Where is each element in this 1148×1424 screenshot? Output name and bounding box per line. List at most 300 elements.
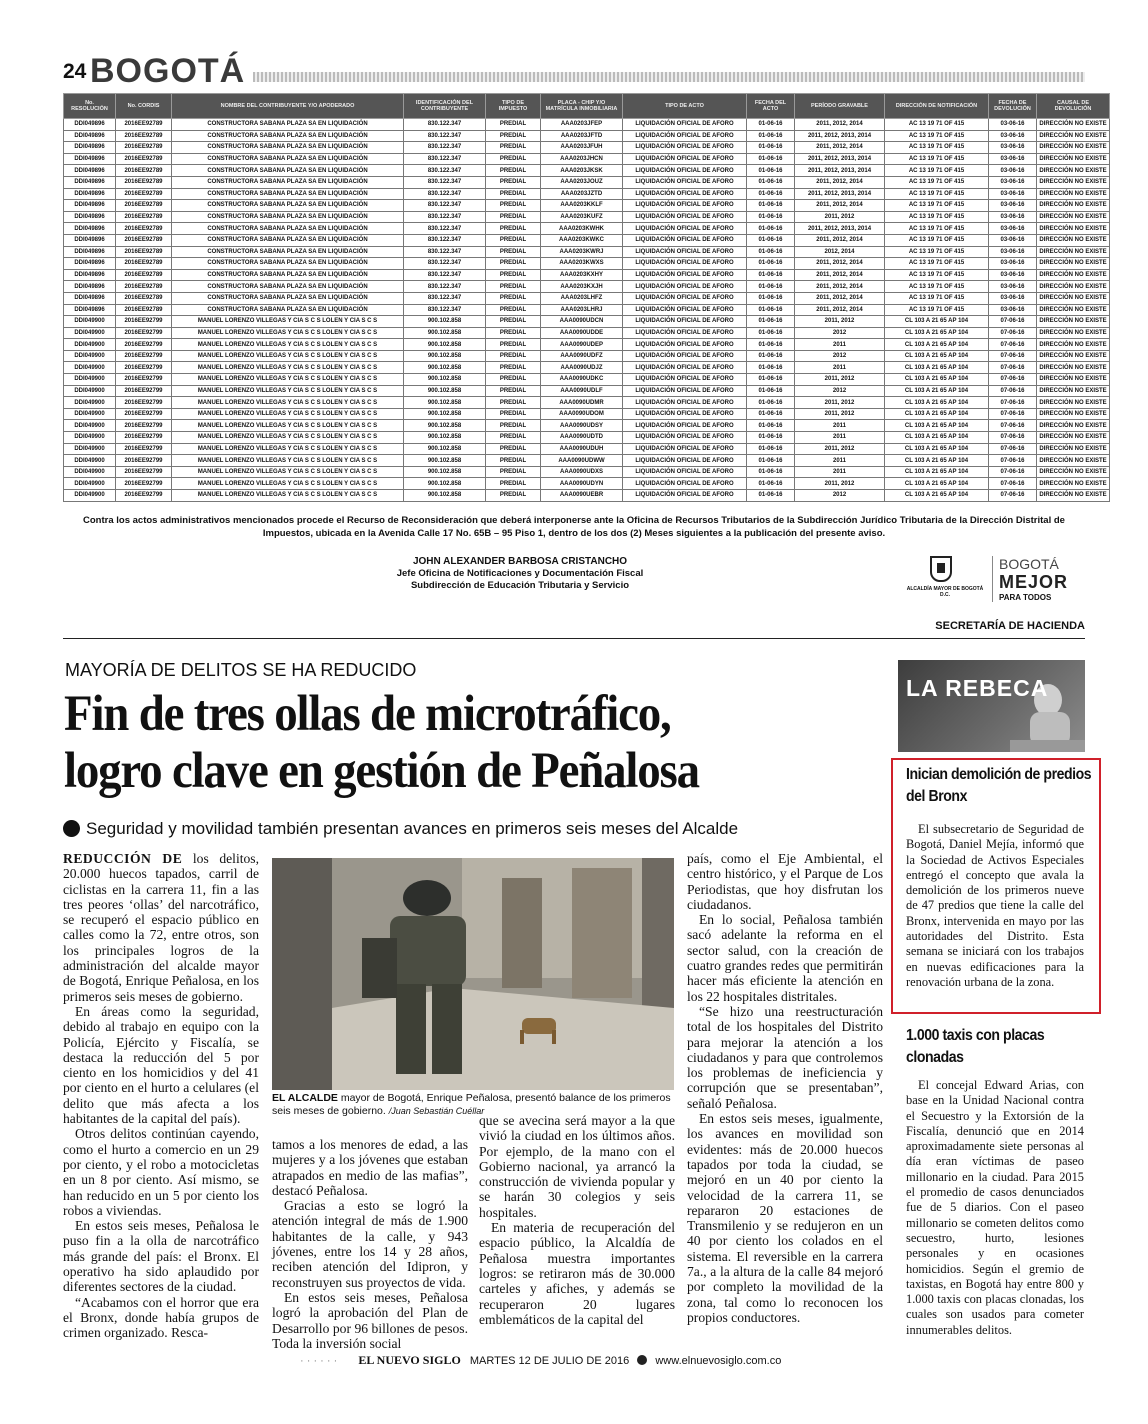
table-cell: LIQUIDACIÓN OFICIAL DE AFORO [623,200,747,212]
coat-of-arms-icon [930,556,952,582]
table-cell: DIRECCIÓN NO EXISTE [1037,223,1110,235]
paragraph: Otros delitos continúan cayendo, como el hurto a comercio en un 29 por ciento, y el robo a motocicletas en un 8 por ciento. Así mismo, se han reducido en un 5 por ciento los robos a viviendas. [63,1126,259,1218]
table-cell: CONSTRUCTORA SABANA PLAZA SA EN LIQUIDACIÓN [172,153,404,165]
table-cell: CONSTRUCTORA SABANA PLAZA SA EN LIQUIDACIÓN [172,292,404,304]
table-cell: MANUEL LORENZO VILLEGAS Y CIA S C S LOLEN Y CIA S C S [172,466,404,478]
table-cell: MANUEL LORENZO VILLEGAS Y CIA S C S LOLEN Y CIA S C S [172,432,404,444]
table-cell: 2011 [795,455,885,467]
table-cell: 01-06-16 [747,408,795,420]
table-cell: DIRECCIÓN NO EXISTE [1037,292,1110,304]
table-cell: 2011, 2012 [795,211,885,223]
alcaldia-logos [905,556,1085,616]
table-cell: DDI049896 [64,223,116,235]
table-cell: 01-06-16 [747,443,795,455]
table-cell: 03-06-16 [989,153,1037,165]
table-cell: DDI049896 [64,211,116,223]
table-cell: PREDIAL [486,397,541,409]
table-row [64,385,1110,397]
sidebar-story-1-body: El subsecretario de Seguridad de Bogotá, Daniel Mejía, informó que la Sociedad de Activos Especiales entregó el concepto que avala la demolición de los primeros nueve de 47 predios que tiene la calle del Bronx, intervenida en mayo por las autoridades del Distrito. Esta semana se iniciará con los trabajos en nuevas edificaciones para la renovación urbana de la zona. [906,822,1084,989]
table-cell: LIQUIDACIÓN OFICIAL DE AFORO [623,455,747,467]
table-cell: 2011, 2012, 2014 [795,200,885,212]
table-cell: 830.122.347 [404,304,486,316]
table-cell: LIQUIDACIÓN OFICIAL DE AFORO [623,119,747,131]
table-cell: DDI049900 [64,420,116,432]
column-header: NOMBRE DEL CONTRIBUYENTE Y/O APODERADO [172,94,404,119]
table-cell: 01-06-16 [747,420,795,432]
table-cell: 03-06-16 [989,292,1037,304]
table-cell: LIQUIDACIÓN OFICIAL DE AFORO [623,246,747,258]
table-cell: CL 103 A 21 65 AP 104 [885,385,989,397]
table-cell: AC 13 19 71 OF 415 [885,246,989,258]
table-cell: DDI049900 [64,316,116,328]
table-cell: 07-06-16 [989,466,1037,478]
table-cell: PREDIAL [486,408,541,420]
table-cell: 830.122.347 [404,119,486,131]
table-cell: CONSTRUCTORA SABANA PLAZA SA EN LIQUIDACIÓN [172,119,404,131]
table-cell: 01-06-16 [747,455,795,467]
table-cell: 01-06-16 [747,397,795,409]
table-cell: AAA0203KKLF [541,200,623,212]
table-cell: 03-06-16 [989,130,1037,142]
notification-table [63,93,1110,502]
table-cell: DDI049900 [64,432,116,444]
table-cell: CONSTRUCTORA SABANA PLAZA SA EN LIQUIDACIÓN [172,223,404,235]
table-cell: 2016EE92799 [116,374,172,386]
table-cell: AC 13 19 71 OF 415 [885,223,989,235]
paragraph: En materia de recuperación del espacio público, la Alcaldía de Peñalosa muestra importantes logros: se retiraron más de 30.000 carteles y afiches, y además se recuperaron 20 lugares emblemáticos de la capital del [479,1220,675,1327]
table-cell: CL 103 A 21 65 AP 104 [885,455,989,467]
table-cell: AC 13 19 71 OF 415 [885,153,989,165]
table-cell: 01-06-16 [747,327,795,339]
table-cell: 03-06-16 [989,246,1037,258]
table-cell: DIRECCIÓN NO EXISTE [1037,466,1110,478]
table-cell: 2016EE92789 [116,211,172,223]
table-cell: 830.122.347 [404,292,486,304]
table-cell: DIRECCIÓN NO EXISTE [1037,316,1110,328]
table-row [64,200,1110,212]
section-title: BOGOTÁ [90,52,246,90]
table-cell: 07-06-16 [989,385,1037,397]
table-cell: DDI049896 [64,165,116,177]
table-cell: PREDIAL [486,269,541,281]
table-cell: AAA0203KWRJ [541,246,623,258]
table-cell: MANUEL LORENZO VILLEGAS Y CIA S C S LOLEN Y CIA S C S [172,443,404,455]
table-cell: 830.122.347 [404,258,486,270]
table-cell: PREDIAL [486,327,541,339]
table-cell: DDI049896 [64,234,116,246]
caption-lead: EL ALCALDE [272,1092,338,1104]
table-cell: LIQUIDACIÓN OFICIAL DE AFORO [623,269,747,281]
table-cell: PREDIAL [486,339,541,351]
table-cell: AC 13 19 71 OF 415 [885,130,989,142]
footer-date: MARTES 12 DE JULIO DE 2016 [469,1355,630,1367]
table-cell: DIRECCIÓN NO EXISTE [1037,211,1110,223]
table-cell: LIQUIDACIÓN OFICIAL DE AFORO [623,142,747,154]
table-cell: AC 13 19 71 OF 415 [885,258,989,270]
table-cell: PREDIAL [486,234,541,246]
table-cell: PREDIAL [486,165,541,177]
table-cell: 03-06-16 [989,188,1037,200]
table-cell: 01-06-16 [747,176,795,188]
table-cell: 01-06-16 [747,211,795,223]
table-cell: CONSTRUCTORA SABANA PLAZA SA EN LIQUIDACIÓN [172,211,404,223]
table-cell: AC 13 19 71 OF 415 [885,304,989,316]
table-cell: LIQUIDACIÓN OFICIAL DE AFORO [623,281,747,293]
paragraph: En estos seis meses, Peñalosa le puso fin a la olla de narcotráfico más grande del país: el Bronx. El operativo ha sido aplaudido por diferentes sectores de la ciudad. [63,1218,259,1295]
table-cell: 2011, 2012 [795,397,885,409]
table-cell: 2016EE92789 [116,269,172,281]
table-row [64,269,1110,281]
table-cell: AAA0203JHCN [541,153,623,165]
table-cell: DIRECCIÓN NO EXISTE [1037,339,1110,351]
table-cell: CONSTRUCTORA SABANA PLAZA SA EN LIQUIDACIÓN [172,234,404,246]
table-cell: 2016EE92799 [116,316,172,328]
la-rebeca-banner [898,660,1085,752]
table-cell: 900.102.858 [404,408,486,420]
table-cell: LIQUIDACIÓN OFICIAL DE AFORO [623,176,747,188]
table-cell: CONSTRUCTORA SABANA PLAZA SA EN LIQUIDACIÓN [172,176,404,188]
table-cell: CONSTRUCTORA SABANA PLAZA SA EN LIQUIDACIÓN [172,200,404,212]
table-cell: DDI049896 [64,153,116,165]
paragraph: En estos seis meses, igualmente, los avances en movilidad son evidentes: más de 20.000 huecos tapados por toda la ciudad, se mejoró en un 40 por ciento la velocidad de la carrera 11, se repararon 20 estaciones de Transmilenio y se redujeron en un 40 por ciento los colados en el sistema. El reversible en la carrera 7a., a la altura de la calle 84 mejoró por completo la movilidad de la zona, tal como lo reconocen los propios conductores. [687,1111,883,1325]
table-cell: DDI049900 [64,455,116,467]
table-cell: AAA0203JFEP [541,119,623,131]
table-cell: 2011 [795,362,885,374]
paragraph: Gracias a esto se logró la atención integral de más de 1.900 habitantes de la calle, y 943 jóvenes, entre los 14 y 28 años, reciben atención del Idipron, y reconstruyen sus proyectos de vida. [272,1198,468,1290]
headline-line-1: Fin de tres ollas de microtráfico, [64,686,671,742]
table-cell: PREDIAL [486,466,541,478]
table-cell: 830.122.347 [404,200,486,212]
table-cell: AAA0090UDLF [541,385,623,397]
table-cell: 2016EE92799 [116,408,172,420]
table-row [64,466,1110,478]
table-row [64,432,1110,444]
table-cell: DDI049900 [64,362,116,374]
table-cell: 01-06-16 [747,153,795,165]
table-cell: PREDIAL [486,130,541,142]
table-cell: DIRECCIÓN NO EXISTE [1037,455,1110,467]
table-cell: LIQUIDACIÓN OFICIAL DE AFORO [623,362,747,374]
article-kicker: MAYORÍA DE DELITOS SE HA REDUCIDO [65,660,417,680]
table-cell: DIRECCIÓN NO EXISTE [1037,119,1110,131]
table-cell: 07-06-16 [989,420,1037,432]
table-cell: AAA0090UDEP [541,339,623,351]
article-column-1 [63,851,259,1341]
table-row [64,142,1110,154]
table-cell: 03-06-16 [989,304,1037,316]
table-cell: 2011 [795,420,885,432]
table-cell: 900.102.858 [404,490,486,502]
table-cell: 900.102.858 [404,316,486,328]
column-header: No. RESOLUCIÓN [64,94,116,119]
table-cell: LIQUIDACIÓN OFICIAL DE AFORO [623,478,747,490]
table-cell: 01-06-16 [747,490,795,502]
table-cell: PREDIAL [486,490,541,502]
table-cell: 01-06-16 [747,339,795,351]
table-cell: 07-06-16 [989,455,1037,467]
table-cell: DIRECCIÓN NO EXISTE [1037,200,1110,212]
table-cell: DIRECCIÓN NO EXISTE [1037,443,1110,455]
table-cell: LIQUIDACIÓN OFICIAL DE AFORO [623,339,747,351]
table-cell: CL 103 A 21 65 AP 104 [885,432,989,444]
table-cell: AAA0090UDXS [541,466,623,478]
table-cell: PREDIAL [486,385,541,397]
table-cell: 2016EE92789 [116,292,172,304]
table-row [64,350,1110,362]
table-cell: AAA0090UDFZ [541,350,623,362]
table-row [64,176,1110,188]
table-cell: 2012, 2014 [795,246,885,258]
table-cell: 07-06-16 [989,443,1037,455]
table-cell: 03-06-16 [989,200,1037,212]
column-header: DIRECCIÓN DE NOTIFICACIÓN [885,94,989,119]
table-cell: 2011, 2012, 2014 [795,292,885,304]
table-cell: PREDIAL [486,246,541,258]
paragraph: En estos seis meses, Peñalosa logró la aprobación del Plan de Desarrollo por 96 billones de pesos. Toda la inversión social [272,1289,468,1351]
table-cell: CONSTRUCTORA SABANA PLAZA SA EN LIQUIDACIÓN [172,269,404,281]
legal-notice: Contra los actos administrativos mencionados procede el Recurso de Reconsideración que deberá interponerse ante la Oficina de Recursos Tributarios de la Subdirección Jurídico Tributaria de la Dirección Distrital de Impuestos, ubicada en la Avenida Calle 17 No. 65B – 95 Piso 1, dentro de los dos (2) Meses siguientes a la publicación del presente aviso. [83,515,1065,539]
column-header: PLACA - CHIP Y/O MATRÍCULA INMOBILIARIA [541,94,623,119]
article-photo [272,858,674,1090]
table-cell: 830.122.347 [404,153,486,165]
table-cell: AC 13 19 71 OF 415 [885,200,989,212]
column-header: FECHA DE DEVOLUCIÓN [989,94,1037,119]
table-cell: MANUEL LORENZO VILLEGAS Y CIA S C S LOLEN Y CIA S C S [172,490,404,502]
table-cell: AC 13 19 71 OF 415 [885,281,989,293]
table-cell: 03-06-16 [989,281,1037,293]
table-cell: DDI049896 [64,142,116,154]
table-cell: 2011, 2012, 2013, 2014 [795,223,885,235]
table-cell: 900.102.858 [404,374,486,386]
table-cell: 01-06-16 [747,316,795,328]
footer-bullet-icon [637,1355,647,1365]
table-cell: 01-06-16 [747,223,795,235]
table-cell: 2016EE92799 [116,478,172,490]
table-cell: 03-06-16 [989,165,1037,177]
table-cell: 830.122.347 [404,246,486,258]
table-cell: MANUEL LORENZO VILLEGAS Y CIA S C S LOLEN Y CIA S C S [172,478,404,490]
photo-soldier-street [272,858,674,1090]
table-cell: LIQUIDACIÓN OFICIAL DE AFORO [623,258,747,270]
table-cell: 2011, 2012, 2013, 2014 [795,130,885,142]
table-cell: CL 103 A 21 65 AP 104 [885,466,989,478]
table-cell: DIRECCIÓN NO EXISTE [1037,258,1110,270]
table-cell: 03-06-16 [989,223,1037,235]
table-cell: AAA0090UDUH [541,443,623,455]
table-cell: 830.122.347 [404,211,486,223]
table-cell: 830.122.347 [404,165,486,177]
table-cell: 830.122.347 [404,234,486,246]
table-cell: 07-06-16 [989,339,1037,351]
column-header: TIPO DE IMPUESTO [486,94,541,119]
table-cell: 2016EE92799 [116,350,172,362]
table-cell: LIQUIDACIÓN OFICIAL DE AFORO [623,188,747,200]
table-cell: DDI049896 [64,130,116,142]
statue-silhouette-icon [898,660,1085,752]
table-cell: 01-06-16 [747,292,795,304]
table-cell: 01-06-16 [747,258,795,270]
table-cell: DIRECCIÓN NO EXISTE [1037,246,1110,258]
table-cell: MANUEL LORENZO VILLEGAS Y CIA S C S LOLEN Y CIA S C S [172,327,404,339]
table-cell: 2011, 2012, 2014 [795,234,885,246]
page-number: 24 [63,60,87,83]
table-cell: LIQUIDACIÓN OFICIAL DE AFORO [623,153,747,165]
table-cell: 2016EE92799 [116,362,172,374]
paragraph: que se avecina será mayor a la que vivió la ciudad en los últimos años. Por ejemplo, de la mano con el Gobierno nacional, ya arrancó la construcción de vivienda popular y se harán 30 colegios y seis hospitales. [479,1113,675,1220]
table-cell: 2016EE92789 [116,176,172,188]
table-cell: 2012 [795,350,885,362]
alcaldia-label: ALCALDÍA MAYOR DE BOGOTÁ D.C. [906,586,984,598]
table-cell: 01-06-16 [747,304,795,316]
table-cell: PREDIAL [486,176,541,188]
table-cell: PREDIAL [486,478,541,490]
table-cell: 01-06-16 [747,130,795,142]
table-cell: DIRECCIÓN NO EXISTE [1037,188,1110,200]
table-cell: 01-06-16 [747,432,795,444]
table-cell: 01-06-16 [747,362,795,374]
table-cell: 2016EE92789 [116,200,172,212]
table-cell: MANUEL LORENZO VILLEGAS Y CIA S C S LOLEN Y CIA S C S [172,339,404,351]
table-cell: 2011, 2012, 2013, 2014 [795,153,885,165]
table-cell: DIRECCIÓN NO EXISTE [1037,304,1110,316]
table-row [64,455,1110,467]
table-cell: 01-06-16 [747,234,795,246]
table-cell: CONSTRUCTORA SABANA PLAZA SA EN LIQUIDACIÓN [172,304,404,316]
table-cell: MANUEL LORENZO VILLEGAS Y CIA S C S LOLEN Y CIA S C S [172,408,404,420]
table-cell: AC 13 19 71 OF 415 [885,211,989,223]
table-cell: AAA0203KXHY [541,269,623,281]
column-header: TIPO DE ACTO [623,94,747,119]
table-cell: 830.122.347 [404,269,486,281]
table-cell: CL 103 A 21 65 AP 104 [885,478,989,490]
brand-mejor: MEJOR [999,572,1069,592]
table-cell: 830.122.347 [404,142,486,154]
table-cell: DDI049896 [64,292,116,304]
table-cell: 900.102.858 [404,339,486,351]
table-cell: PREDIAL [486,200,541,212]
bullet-icon [63,820,80,837]
table-cell: AAA0203KWKC [541,234,623,246]
table-cell: CL 103 A 21 65 AP 104 [885,316,989,328]
table-cell: 2016EE92789 [116,234,172,246]
table-cell: LIQUIDACIÓN OFICIAL DE AFORO [623,420,747,432]
table-cell: LIQUIDACIÓN OFICIAL DE AFORO [623,316,747,328]
table-cell: 01-06-16 [747,165,795,177]
table-cell: PREDIAL [486,455,541,467]
table-cell: 07-06-16 [989,362,1037,374]
table-cell: 01-06-16 [747,374,795,386]
table-cell: 2016EE92799 [116,339,172,351]
table-cell: LIQUIDACIÓN OFICIAL DE AFORO [623,130,747,142]
table-cell: DDI049900 [64,397,116,409]
table-cell: 03-06-16 [989,142,1037,154]
table-cell: 07-06-16 [989,490,1037,502]
table-cell: 830.122.347 [404,130,486,142]
article-headline [64,686,818,800]
table-cell: 07-06-16 [989,408,1037,420]
sidebar-story-1-headline: Inician demolición de predios del Bronx [906,766,1092,805]
table-row [64,211,1110,223]
table-cell: AAA0203KXJH [541,281,623,293]
table-cell: 2016EE92799 [116,327,172,339]
table-cell: AC 13 19 71 OF 415 [885,142,989,154]
table-cell: 2011, 2012, 2014 [795,281,885,293]
table-cell: LIQUIDACIÓN OFICIAL DE AFORO [623,165,747,177]
banner-title: LA REBECA [906,675,1049,701]
table-row [64,420,1110,432]
table-cell: 2011, 2012 [795,443,885,455]
table-cell: AAA0203KWXS [541,258,623,270]
footer-dots: · · · · · · [300,1355,338,1367]
table-cell: AAA0090UEBR [541,490,623,502]
table-cell: AC 13 19 71 OF 415 [885,176,989,188]
table-row [64,316,1110,328]
table-cell: DIRECCIÓN NO EXISTE [1037,165,1110,177]
table-cell: CL 103 A 21 65 AP 104 [885,420,989,432]
table-cell: 01-06-16 [747,200,795,212]
photo-credit: /Juan Sebastián Cuéllar [388,1106,485,1116]
table-cell: 2012 [795,385,885,397]
table-cell: LIQUIDACIÓN OFICIAL DE AFORO [623,397,747,409]
table-cell: 03-06-16 [989,258,1037,270]
table-cell: DIRECCIÓN NO EXISTE [1037,420,1110,432]
table-cell: 07-06-16 [989,432,1037,444]
table-cell: LIQUIDACIÓN OFICIAL DE AFORO [623,223,747,235]
table-cell: 2016EE92789 [116,223,172,235]
table-cell: 01-06-16 [747,142,795,154]
table-cell: AAA0090UDOM [541,408,623,420]
table-cell: DDI049900 [64,339,116,351]
table-row [64,443,1110,455]
table-cell: LIQUIDACIÓN OFICIAL DE AFORO [623,490,747,502]
article-lead: REDUCCIÓN DE [63,851,183,866]
table-cell: DDI049900 [64,478,116,490]
table-cell: 2016EE92799 [116,466,172,478]
table-cell: 2011, 2012 [795,408,885,420]
table-cell: AAA0203LHRJ [541,304,623,316]
table-cell: LIQUIDACIÓN OFICIAL DE AFORO [623,432,747,444]
table-cell: AC 13 19 71 OF 415 [885,269,989,281]
table-cell: DIRECCIÓN NO EXISTE [1037,234,1110,246]
table-cell: PREDIAL [486,443,541,455]
table-cell: 2016EE92799 [116,420,172,432]
table-cell: DDI049896 [64,281,116,293]
table-cell: 2011 [795,339,885,351]
footer-url: www.elnuevosiglo.com.co [655,1355,782,1367]
table-cell: DDI049896 [64,176,116,188]
table-cell: 2016EE92789 [116,188,172,200]
table-cell: 2011, 2012, 2014 [795,269,885,281]
table-cell: 01-06-16 [747,269,795,281]
table-cell: 01-06-16 [747,246,795,258]
paragraph: tamos a los menores de edad, a las mujeres y a los jóvenes que estaban atrapados en medio de las mafias”, destacó Peñalosa. [272,1137,468,1198]
table-cell: AAA0090UDYN [541,478,623,490]
headline-line-2: logro clave en gestión de Peñalosa [64,743,699,799]
column-header: FECHA DEL ACTO [747,94,795,119]
table-cell: AAA0090UDKC [541,374,623,386]
table-cell: CL 103 A 21 65 AP 104 [885,397,989,409]
paragraph: país, como el Eje Ambiental, el centro histórico, y el Parque de Los Periodistas, que hoy disfrutan los ciudadanos. [687,851,883,912]
table-cell: AAA0203JOUZ [541,176,623,188]
table-cell: PREDIAL [486,211,541,223]
column-header: PERÍODO GRAVABLE [795,94,885,119]
subhead-text: Seguridad y movilidad también presentan avances en primeros seis meses del Alcalde [86,819,739,838]
table-cell: 2016EE92789 [116,246,172,258]
table-cell: PREDIAL [486,142,541,154]
table-cell: 01-06-16 [747,350,795,362]
table-row [64,490,1110,502]
article-column-2 [272,1137,468,1351]
